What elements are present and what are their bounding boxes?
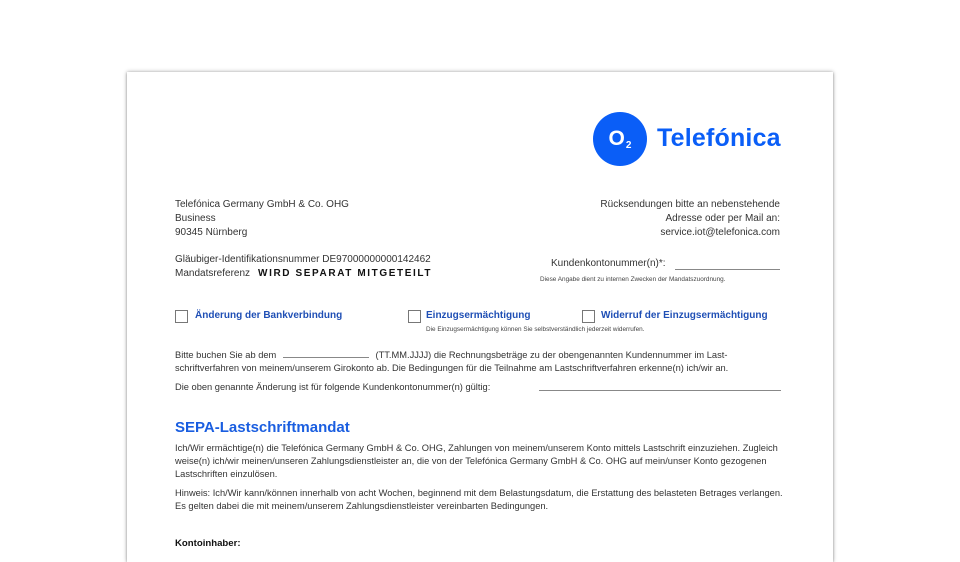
instruction-start-text: Bitte buchen Sie ab dem bbox=[175, 350, 277, 360]
valid-accounts-field[interactable] bbox=[539, 390, 781, 391]
revocation-label: Widerruf der Einzugsermächtigung bbox=[601, 310, 768, 321]
bank-change-checkbox[interactable] bbox=[175, 310, 188, 323]
customer-account-note: Diese Angabe dient zu internen Zwecken der Mandatszuordnung. bbox=[540, 276, 726, 283]
return-email-link[interactable]: service.iot@telefonica.com bbox=[660, 227, 780, 238]
form-page bbox=[127, 72, 833, 562]
sender-line-3: 90345 Nürnberg bbox=[175, 227, 248, 238]
mandate-reference-label: Mandatsreferenz bbox=[175, 268, 251, 279]
account-holder-label: Kontoinhaber: bbox=[175, 538, 241, 549]
o2-logo-icon bbox=[593, 112, 647, 166]
instruction-line-3: Die oben genannte Änderung ist für folgende Kundenkontonummer(n) gültig: bbox=[175, 382, 491, 392]
logo-subscript: 2 bbox=[625, 139, 632, 151]
logo-letter: O bbox=[608, 127, 625, 150]
instruction-end-text: (TT.MM.JJJJ) die Rechnungsbeträge zu der obengenannten Kundennummer im Last- bbox=[375, 350, 728, 360]
bank-change-label: Änderung der Bankverbindung bbox=[195, 310, 343, 321]
start-date-field[interactable] bbox=[283, 348, 369, 358]
instruction-line-2: schriftverfahren von meinem/unserem Girokonto ab. Die Bedingungen für die Teilnahme am Lastschriftverfahren erkenne(n) ich/wir an. bbox=[175, 363, 729, 373]
direct-debit-label: Einzugsermächtigung bbox=[426, 310, 531, 321]
return-note-line-2: Adresse oder per Mail an: bbox=[665, 213, 780, 224]
return-note-line-1: Rücksendungen bitte an nebenstehende bbox=[600, 199, 780, 210]
sepa-paragraph-1: Ich/Wir ermächtige(n) die Telefónica Germany GmbH & Co. OHG, Zahlungen von meinem/unserem Konto mittels Lastschrift einzuziehen. Zugleich weise(n) ich/wir meinen/unseren Zahlungsdienstleister an, die von der Telefónica Germany GmbH & Co. OHG auf mein/unser Konto gezogenen Lastschriften einzulösen. bbox=[175, 443, 778, 480]
mandate-reference-value: WIRD SEPARAT MITGETEILT bbox=[258, 268, 433, 279]
brand-name: Telefónica bbox=[657, 124, 781, 152]
sepa-paragraph-2: Hinweis: Ich/Wir kann/können innerhalb von acht Wochen, beginnend mit dem Belastungsdatum, die Erstattung des belasteten Betrages verlangen. Es gelten dabei die mit meinem/unserem Zahlungsdienstleister vereinbarten Bedingungen. bbox=[175, 488, 783, 512]
sepa-title: SEPA-Lastschriftmandat bbox=[175, 419, 350, 436]
sender-line-1: Telefónica Germany GmbH & Co. OHG bbox=[175, 199, 349, 210]
instruction-line-1 bbox=[175, 348, 727, 362]
revocation-checkbox[interactable] bbox=[582, 310, 595, 323]
creditor-id: Gläubiger-Identifikationsnummer DE97000000000142462 bbox=[175, 254, 431, 265]
options-note: Die Einzugsermächtigung können Sie selbstverständlich jederzeit widerrufen. bbox=[426, 326, 645, 333]
customer-account-field[interactable] bbox=[675, 269, 780, 270]
mandate-reference-row bbox=[175, 267, 432, 281]
direct-debit-checkbox[interactable] bbox=[408, 310, 421, 323]
sender-line-2: Business bbox=[175, 213, 216, 224]
customer-account-label: Kundenkontonummer(n)*: bbox=[551, 258, 666, 269]
